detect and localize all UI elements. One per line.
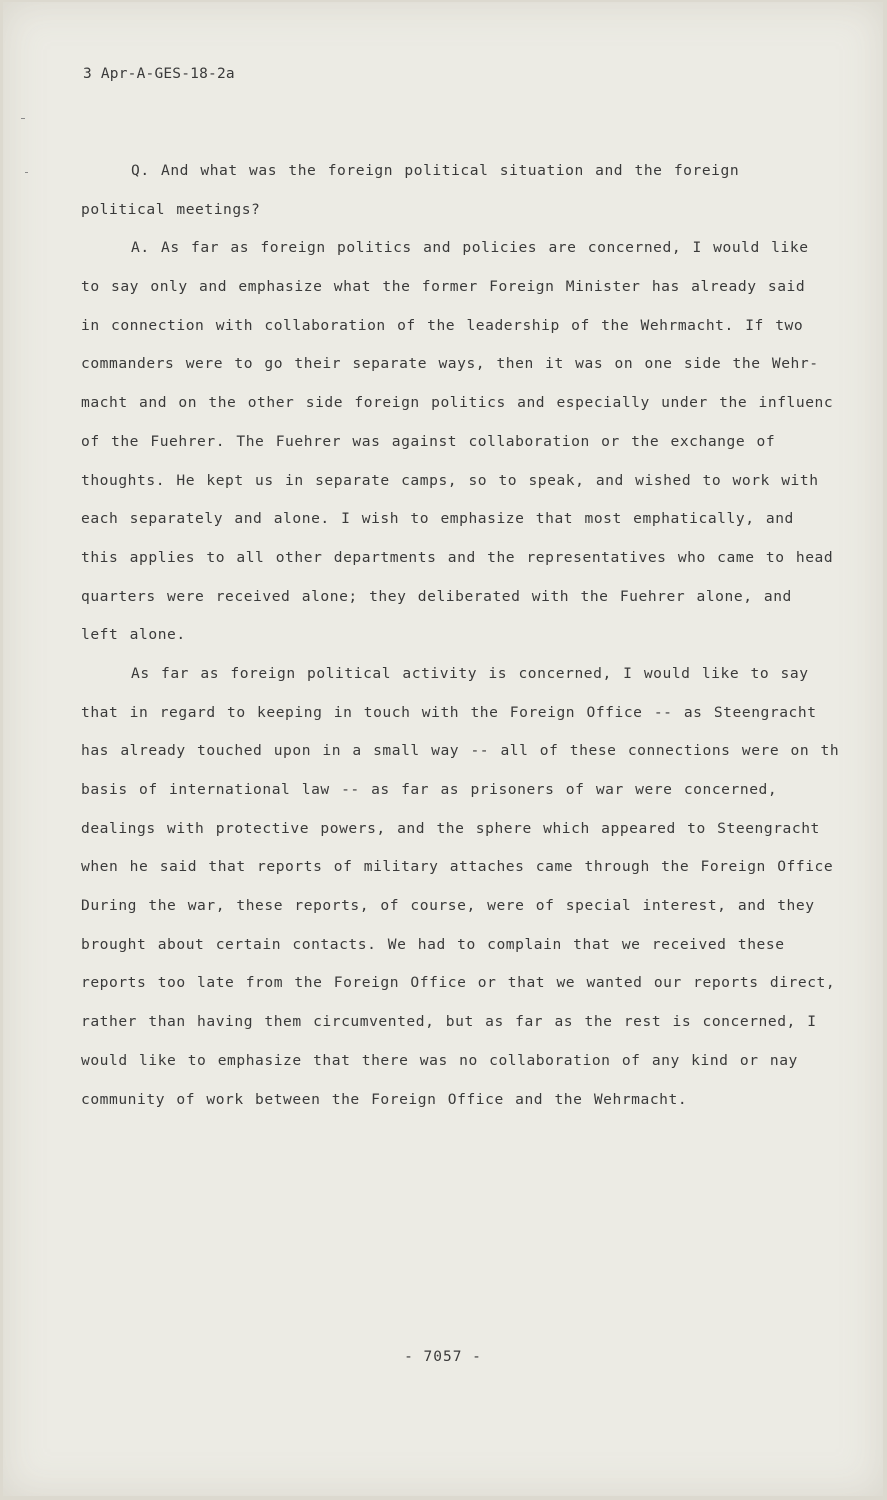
text-line: has already touched upon in a small way -- all of these connections were on th [81,742,840,760]
text-line: that in regard to keeping in touch with the Foreign Office -- as Steengracht [81,703,817,721]
document-page [3,2,883,1496]
text-line: each separately and alone. I wish to emphasize that most emphatically, and [81,510,794,528]
text-line: in connection with collaboration of the leadership of the Wehrmacht. If two [81,316,804,334]
text-line: rather than having them circumvented, but as far as the rest is concerned, I [81,1013,817,1031]
text-line: quarters were received alone; they deliberated with the Fuehrer alone, and [81,587,792,605]
page-number: - 7057 - [404,1349,482,1365]
text-line: During the war, these reports, of course, were of special interest, and they [81,897,815,915]
text-line: of the Fuehrer. The Fuehrer was against collaboration or the exchange of [81,432,776,450]
document-reference-header: 3 Apr-A-GES-18-2a [83,66,235,82]
text-line: left alone. [81,626,186,644]
text-line: A. As far as foreign politics and policies are concerned, I would like [131,239,809,257]
text-line: dealings with protective powers, and the sphere which appeared to Steengracht [81,819,820,837]
text-line: to say only and emphasize what the former Foreign Minister has already said [81,278,806,296]
text-line: basis of international law -- as far as prisoners of war were concerned, [81,781,778,798]
text-line: would like to emphasize that there was no collaboration of any kind or nay [81,1051,798,1069]
margin-mark [21,118,25,119]
text-line: community of work between the Foreign Office and the Wehrmacht. [81,1090,688,1108]
text-line: when he said that reports of military attaches came through the Foreign Office [81,858,834,876]
text-line: Q. And what was the foreign political situation and the foreign [131,162,740,179]
text-line: this applies to all other departments and the representatives who came to head [81,548,834,566]
text-line: thoughts. He kept us in separate camps, so to speak, and wished to work with [81,471,819,489]
text-line: As far as foreign political activity is concerned, I would like to say [131,664,809,682]
text-line: brought about certain contacts. We had to complain that we received these [81,935,785,953]
text-line: political meetings? [81,200,261,218]
text-line: reports too late from the Foreign Office or that we wanted our reports direct, [81,974,836,992]
testimony-text [81,152,846,1119]
text-line: macht and on the other side foreign politics and especially under the influenc [81,394,834,412]
text-line: commanders were to go their separate ways, then it was on one side the Wehr- [81,355,819,373]
margin-mark [25,172,28,173]
